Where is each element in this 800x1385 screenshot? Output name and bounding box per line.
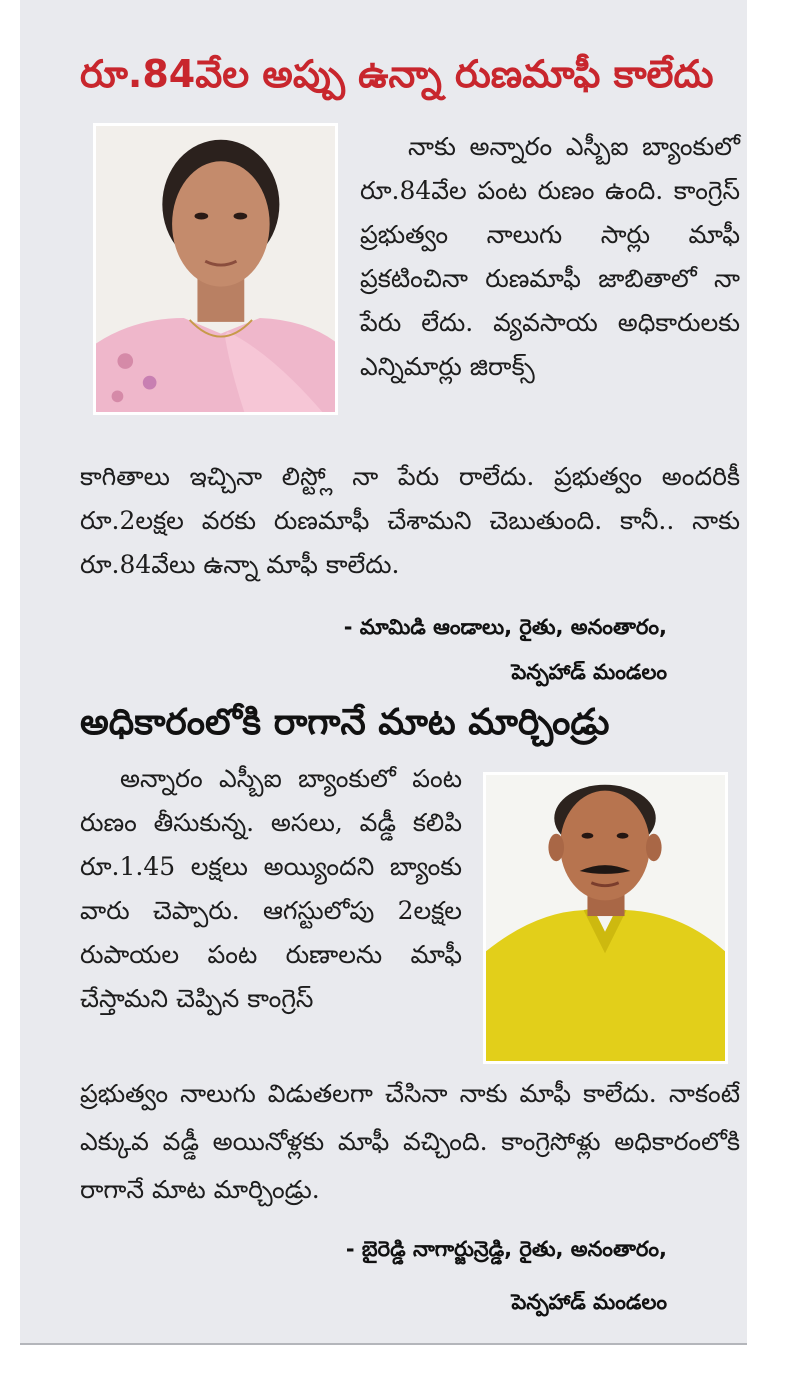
story1-body-beside-photo: నాకు అన్నారం ఎస్బీఐ బ్యాంకులో రూ.84వేల పంట రుణం ఉంది. కాంగ్రెస్ ప్రభుత్వం నాలుగు సార్లు మాఫీ ప్రకటించినా రుణమాఫీ జాబితాలో నా పేరు లేదు. వ్యవసాయ అధికారులకు ఎన్నిమార్లు జిరాక్స్ [360,132,740,381]
story2-body-full-width: ప్రభుత్వం నాలుగు విడుతలగా చేసినా నాకు మాఫీ కాలేదు. నాకంటే ఎక్కువ వడ్డీ అయినోళ్లకు మాఫీ వచ్చింది. కాంగ్రెసోళ్లు అధికారంలోకి రాగానే మాట మార్చిండ్రు. [80,1079,740,1204]
story1-body-full-width: కాగితాలు ఇచ్చినా లిస్ట్లో నా పేరు రాలేదు. ప్రభుత్వం అందరికీ రూ.2లక్షల వరకు రుణమాఫీ చేశామని చెబుతుంది. కానీ.. నాకు రూ.84వేలు ఉన్నా మాఫీ కాలేదు. [80,462,740,579]
story2-headline: అధికారంలోకి రాగానే మాట మార్చిండ్రు [80,702,610,743]
story1-headline: రూ.84వేల అప్పు ఉన్నా రుణమాఫీ కాలేదు [80,52,714,96]
story2-body-beside-photo: అన్నారం ఎస్బీఐ బ్యాంకులో పంట రుణం తీసుకున్న. అసలు, వడ్డీ కలిపి రూ.1.45 లక్షలు అయ్యిందని బ్యాంకు వారు చెప్పారు. ఆగస్టులోపు 2లక్షల రుపాయల పంట రుణాలను మాఫీ చేస్తామని చెప్పిన కాంగ్రెస్ [80,764,462,1013]
story2-byline-name: - బైరెడ్డి నాగార్జున్రెడ్డి, రైతు, అనంతారం, [345,1237,667,1261]
farmer-woman-photo [93,123,338,415]
story1-byline-place: పెన్పహాడ్ మండలం [511,660,667,684]
story1-byline-name: - మామిడి ఆండాలు, రైతు, అనంతారం, [343,615,667,639]
page-margin [747,0,800,1385]
farmer-man-photo [483,772,728,1064]
news-clipping [20,0,747,1345]
story2-byline-place: పెన్పహాడ్ మండలం [511,1290,667,1314]
